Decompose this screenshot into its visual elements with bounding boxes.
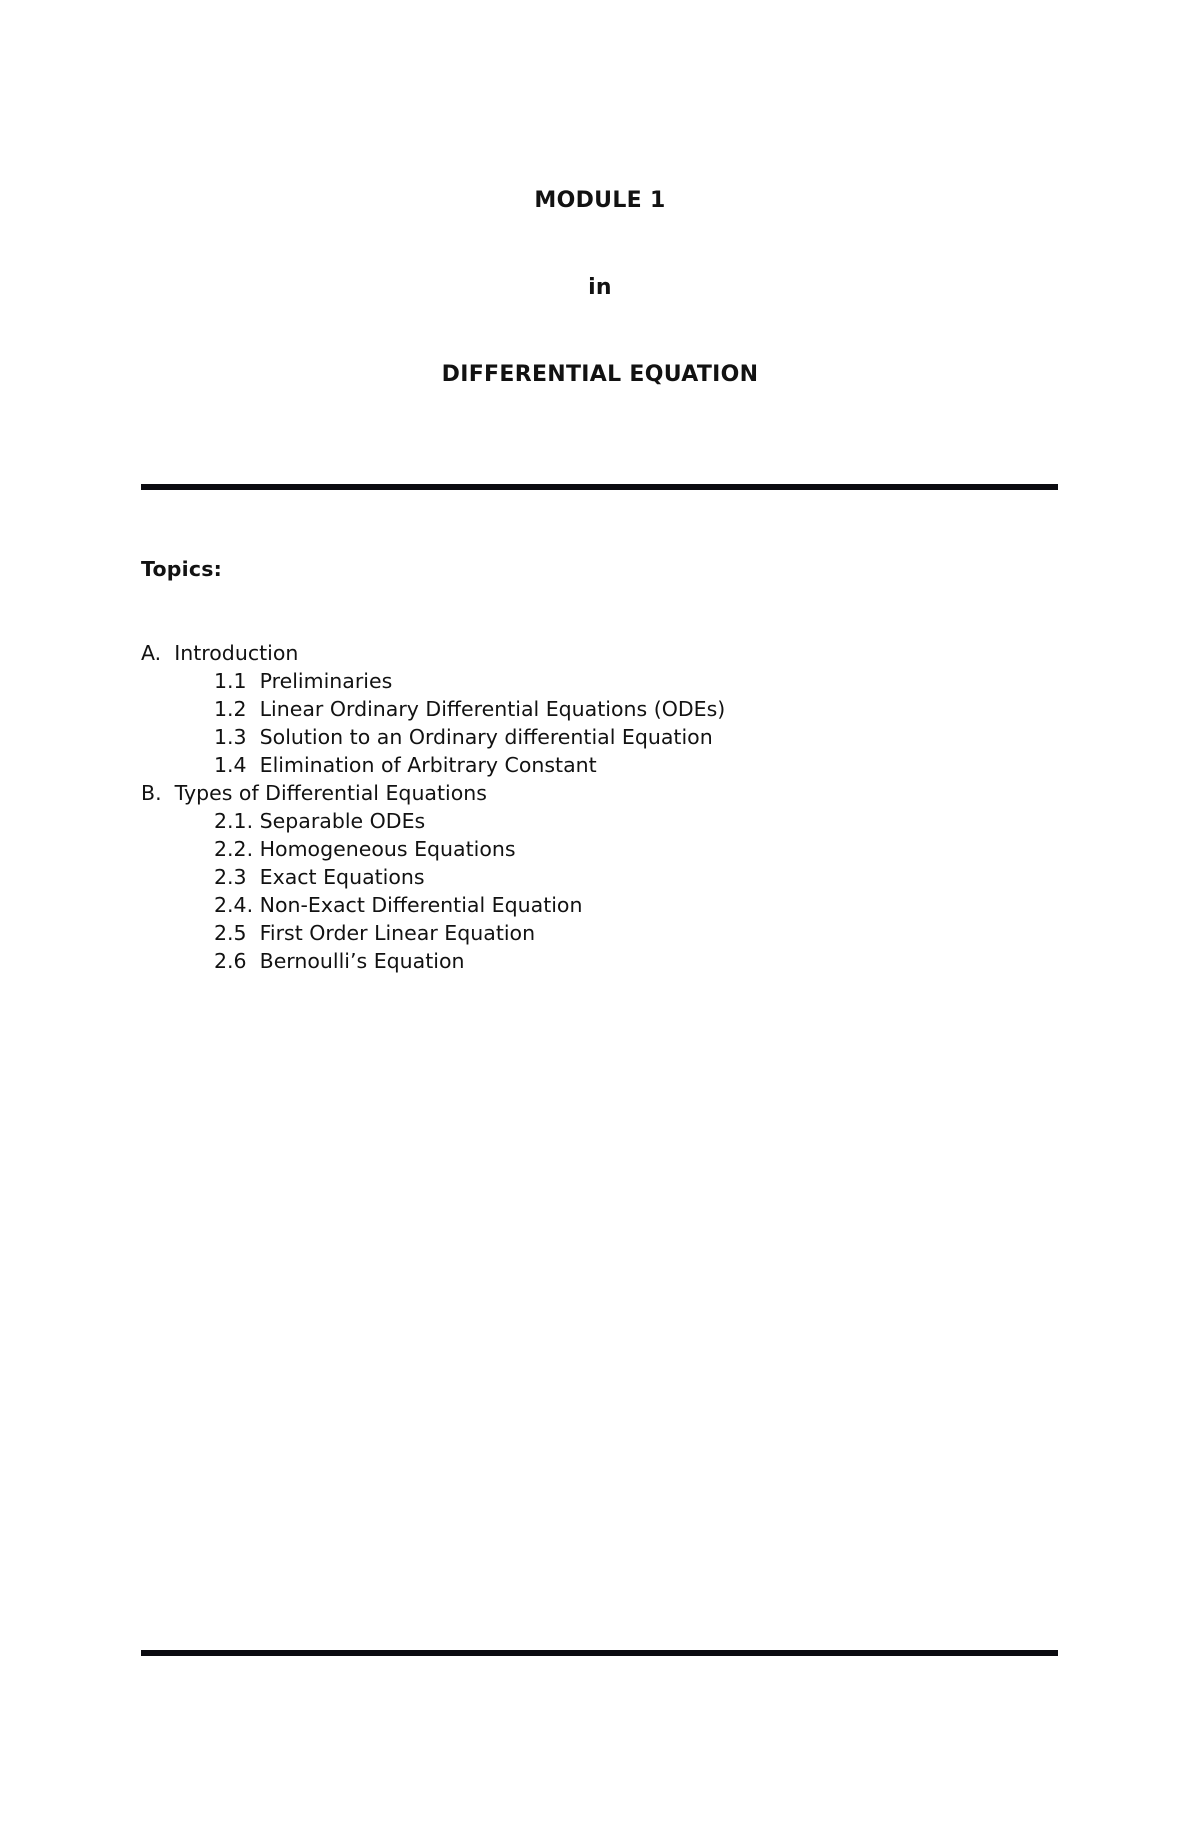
- topic-item: 2.2. Homogeneous Equations: [214, 837, 516, 861]
- title-line-subject: DIFFERENTIAL EQUATION: [441, 362, 759, 387]
- topic-item: 1.4 Elimination of Arbitrary Constant: [214, 753, 597, 777]
- title-line-module: MODULE 1: [534, 188, 666, 213]
- topic-item: 1.2 Linear Ordinary Differential Equations (ODEs): [214, 697, 726, 721]
- topic-item: B. Types of Differential Equations: [141, 781, 487, 805]
- topic-item: 1.3 Solution to an Ordinary differential Equation: [214, 725, 713, 749]
- topic-item: 2.6 Bernoulli’s Equation: [214, 949, 465, 973]
- topic-item: 2.4. Non-Exact Differential Equation: [214, 893, 583, 917]
- title-line-in: in: [588, 275, 612, 300]
- page-title: [0, 0, 1200, 447]
- topics-section: [141, 499, 1058, 1031]
- topic-item: 2.3 Exact Equations: [214, 865, 425, 889]
- top-divider-rule: [141, 484, 1058, 490]
- topic-item: 2.5 First Order Linear Equation: [214, 921, 536, 945]
- topics-list: [141, 639, 1058, 975]
- bottom-divider-rule: [141, 1650, 1058, 1656]
- topics-heading: Topics:: [141, 557, 222, 581]
- topic-item: A. Introduction: [141, 641, 299, 665]
- topic-item: 2.1. Separable ODEs: [214, 809, 426, 833]
- topic-item: 1.1 Preliminaries: [214, 669, 393, 693]
